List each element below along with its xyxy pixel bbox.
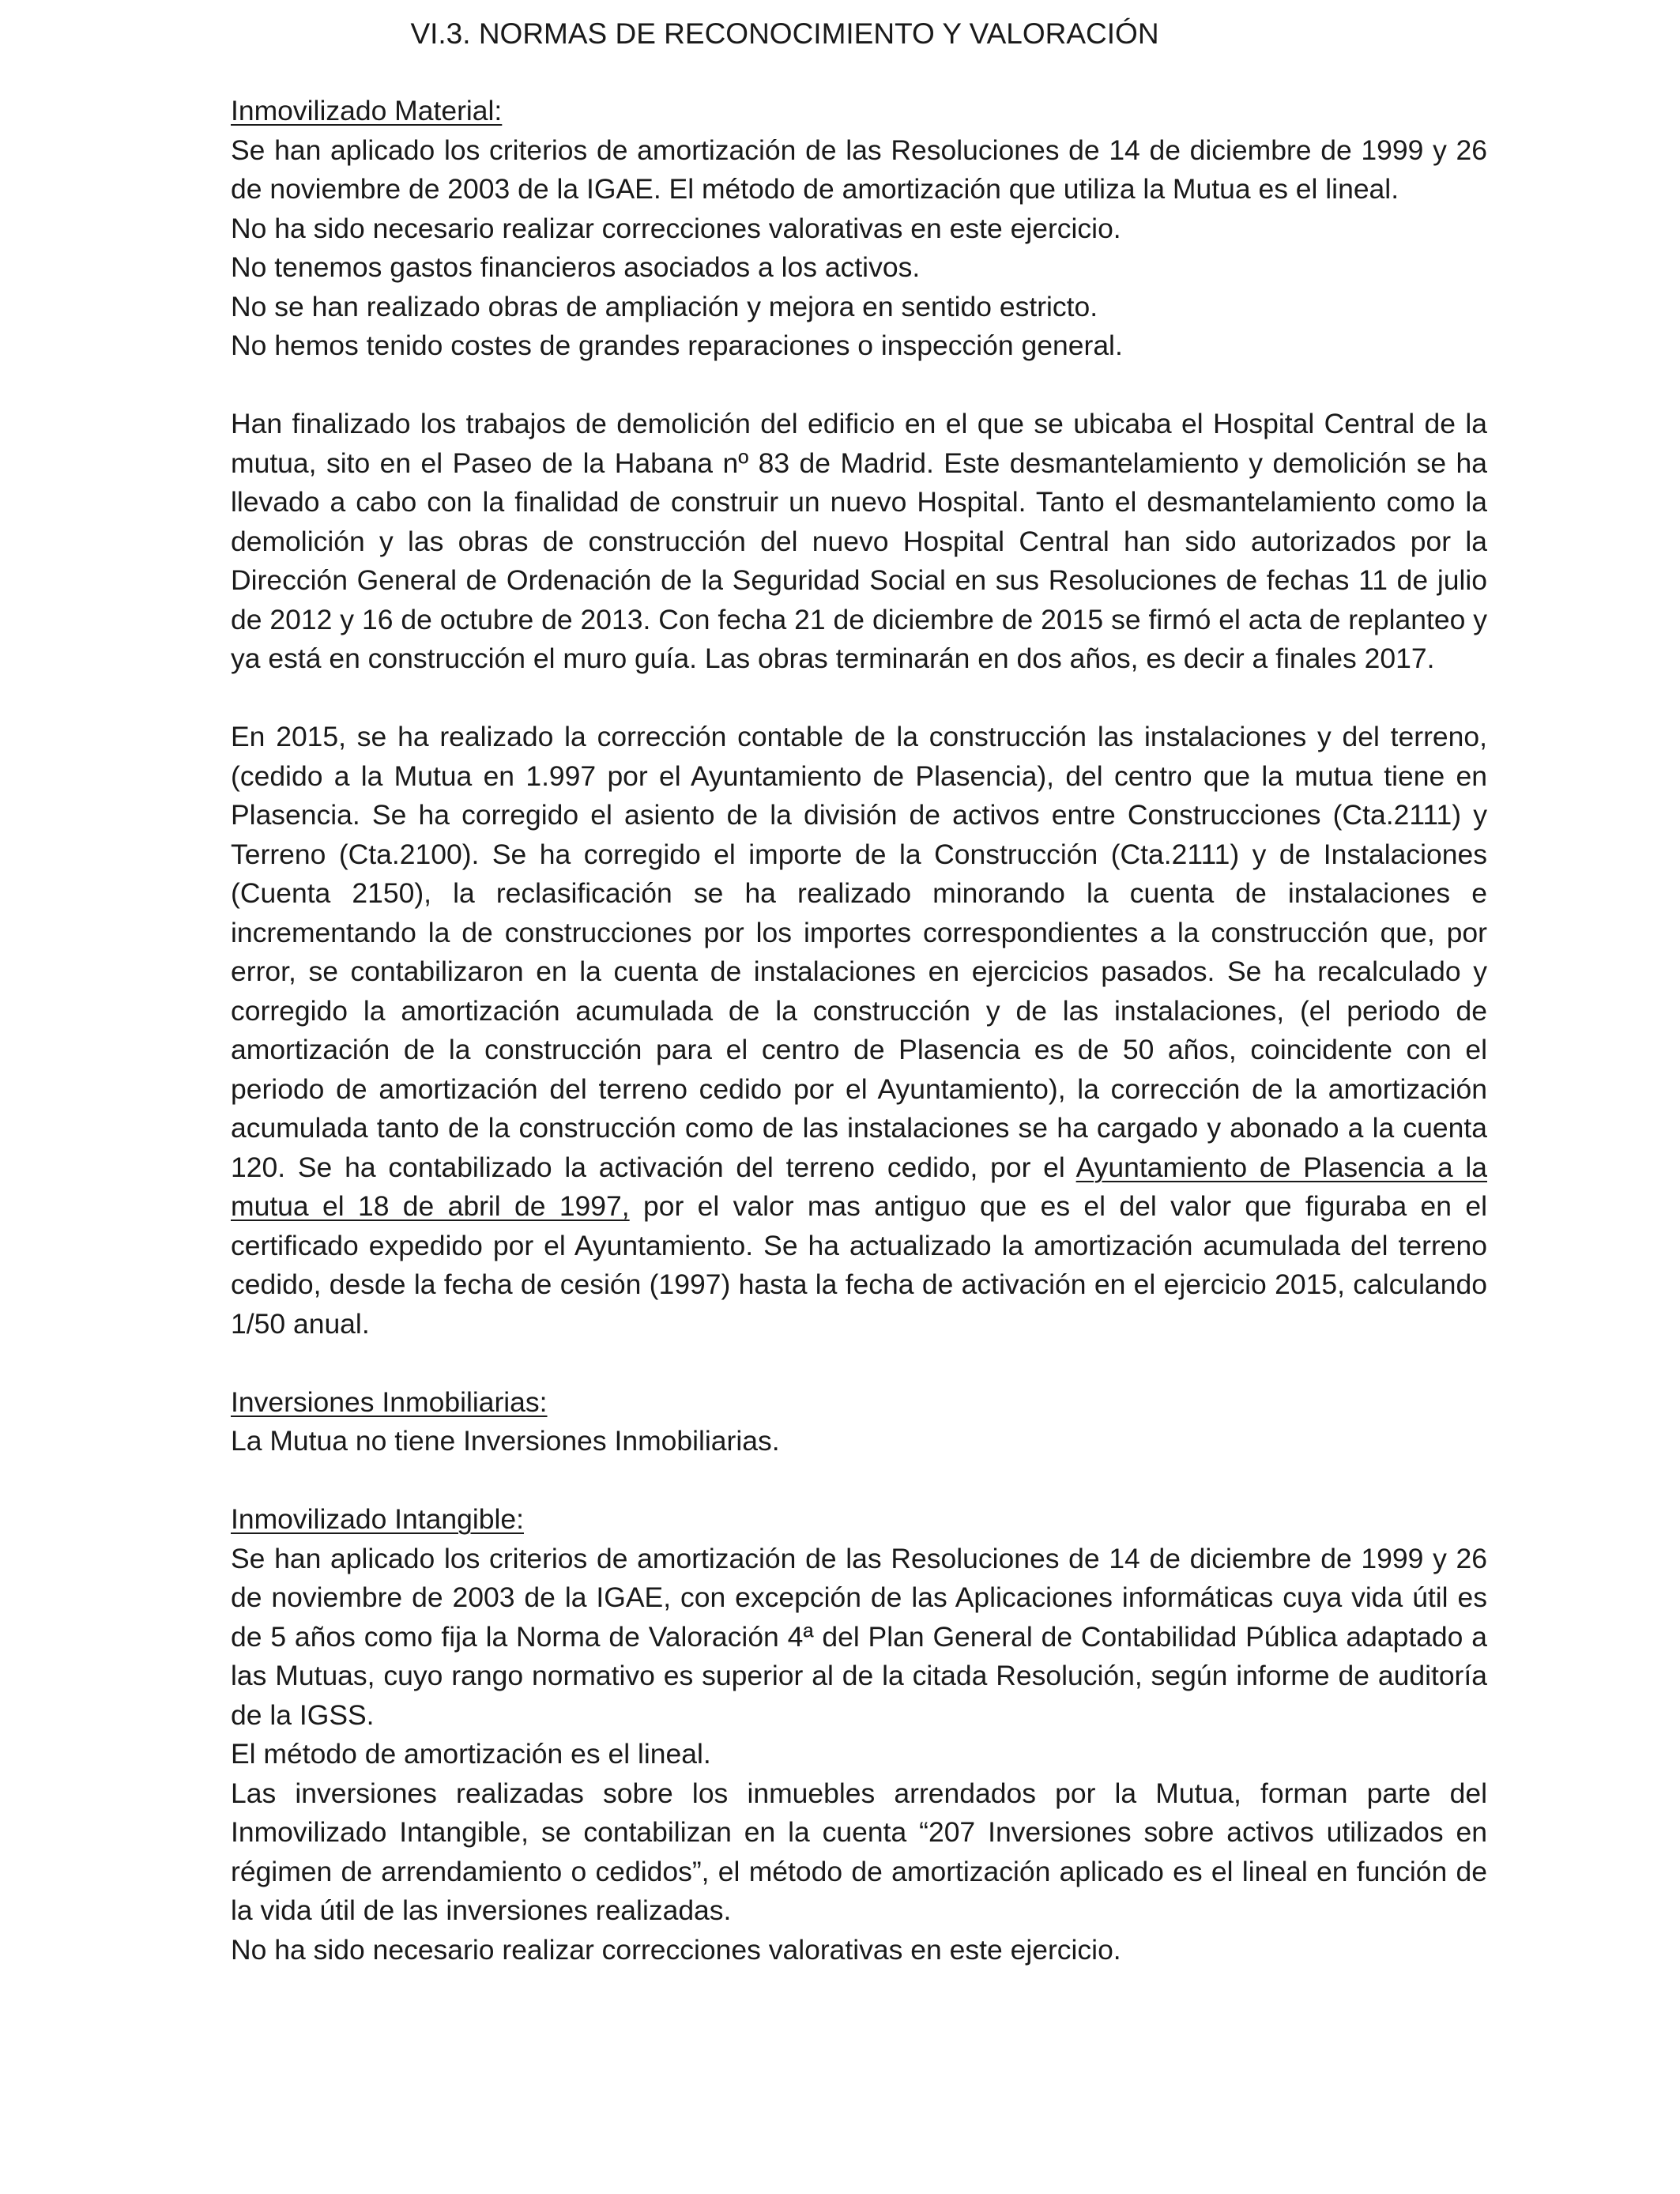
paragraph-inversiones-arrendados: Las inversiones realizadas sobre los inmuebles arrendados por la Mutua, forman parte del Inmovilizado Intangible, se contabilizan en la cuenta “207 Inversiones sobre activos utilizados en régimen de arrendamiento o cedidos”, el método de amortización aplicado es el lineal en función de la vida útil de las inversiones realizadas.: [231, 1777, 1487, 1926]
plasencia-text-b: por el valor mas antiguo que es el del valor que figuraba en el certificado expedido por el Ayuntamiento. Se ha actualizado la amortización acumulada del terreno cedido, desde la fecha de cesión (1997) hasta la fecha de activación en el ejercicio 2015, calculando 1/50 anual.: [231, 1190, 1487, 1340]
spacer: [231, 1461, 1487, 1501]
section-heading-inversiones-inmobiliarias: Inversiones Inmobiliarias:: [231, 1385, 548, 1418]
line-no-inversiones: La Mutua no tiene Inversiones Inmobiliarias.: [231, 1425, 780, 1457]
section-heading-inmovilizado-material: Inmovilizado Material:: [231, 95, 503, 126]
line-correcciones-valorativas-intangible: No ha sido necesario realizar correcciones valorativas en este ejercicio.: [231, 1933, 1121, 1966]
plasencia-underlined-text: Ayuntamiento de Plasencia a la mutua el 18 de abril de 1997,: [231, 1151, 1487, 1222]
paragraph-amortizacion-material: Se han aplicado los criterios de amortización de las Resoluciones de 14 de diciembre de 1999 y 26 de noviembre de 2003 de la IGAE. El método de amortización que utiliza la Mutua es el lineal.: [231, 134, 1487, 205]
plasencia-text-a: En 2015, se ha realizado la corrección contable de la construcción las instalaciones y del terreno, (cedido a la Mutua en 1.997 por el Ayuntamiento de Plasencia), del centro que la mutua tiene en Plasencia. Se ha corregido el asiento de la división de activos entre Construcciones (Cta.2111) y Terreno (Cta.2100). Se ha corregido el importe de la Construcción (Cta.2111) y de Instalaciones (Cuenta 2150), la reclasificación se ha realizado minorando la cuenta de instalaciones e incrementando la de construcciones por los importes correspondientes a la construcción que, por error, se contabilizaron en la cuenta de instalaciones en ejercicios pasados. Se ha recalculado y corregido la amortización acumulada de la construcción y de las instalaciones, (el periodo de amortización de la construcción para el centro de Plasencia es de 50 años, coincidente con el periodo de amortización del terreno cedido por el Ayuntamiento), la corrección de la amortización acumulada tanto de la construcción como de las instalaciones se ha cargado y abonado a la cuenta 120. Se ha contabilizado la activación del terreno cedido, por el: [231, 721, 1487, 1183]
paragraph-plasencia: [231, 718, 1487, 1344]
spacer: [231, 679, 1487, 718]
document-body: [231, 92, 1487, 1970]
section-heading-inmovilizado-intangible: Inmovilizado Intangible:: [231, 1503, 524, 1535]
paragraph-hospital-central: Han finalizado los trabajos de demolición del edificio en el que se ubicaba el Hospital Central de la mutua, sito en el Paseo de la Habana nº 83 de Madrid. Este desmantelamiento y demolición se ha llevado a cabo con la finalidad de construir un nuevo Hospital. Tanto el desmantelamiento como la demolición y las obras de construcción del nuevo Hospital Central han sido autorizados por la Dirección General de Ordenación de la Seguridad Social en sus Resoluciones de fechas 11 de julio de 2012 y 16 de octubre de 2013. Con fecha 21 de diciembre de 2015 se firmó el acta de replanteo y ya está en construcción el muro guía. Las obras terminarán en dos años, es decir a finales 2017.: [231, 408, 1487, 674]
line-gastos-financieros: No tenemos gastos financieros asociados a los activos.: [231, 251, 921, 283]
spacer: [231, 1344, 1487, 1383]
line-metodo-lineal: El método de amortización es el lineal.: [231, 1738, 711, 1770]
page-title: VI.3. NORMAS DE RECONOCIMIENTO Y VALORACIÓN: [410, 17, 1159, 50]
line-grandes-reparaciones: No hemos tenido costes de grandes reparaciones o inspección general.: [231, 330, 1123, 361]
spacer: [231, 366, 1487, 405]
paragraph-amortizacion-intangible: Se han aplicado los criterios de amortización de las Resoluciones de 14 de diciembre de 1999 y 26 de noviembre de 2003 de la IGAE, con excepción de las Aplicaciones informáticas cuya vida útil es de 5 años como fija la Norma de Valoración 4ª del Plan General de Contabilidad Pública adaptado a las Mutuas, cuyo rango normativo es superior al de la citada Resolución, según informe de auditoría de la IGSS.: [231, 1542, 1487, 1731]
line-obras-ampliacion: No se han realizado obras de ampliación y mejora en sentido estricto.: [231, 290, 1098, 322]
line-correcciones-valorativas: No ha sido necesario realizar correcciones valorativas en este ejercicio.: [231, 212, 1121, 244]
